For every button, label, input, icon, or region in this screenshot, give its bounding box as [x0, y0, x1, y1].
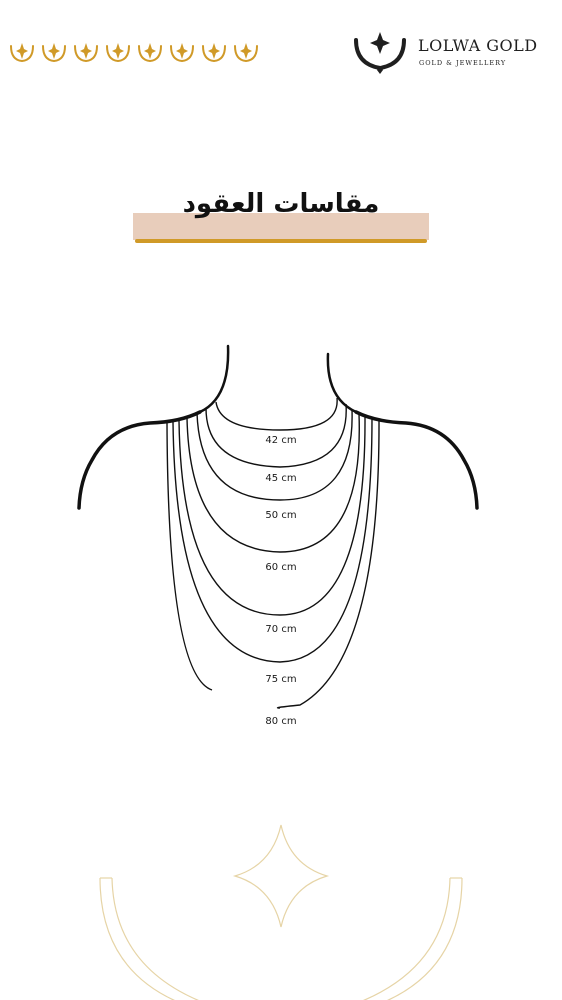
page-title: مقاسات العقود	[182, 189, 380, 219]
ornament-icon	[43, 43, 65, 61]
shoulder-left	[79, 412, 200, 508]
ornament-icon	[139, 43, 161, 61]
size-label: 50 cm	[265, 510, 297, 521]
neck-left	[200, 346, 228, 412]
size-label: 45 cm	[265, 473, 297, 484]
logo-mark-icon	[352, 30, 408, 76]
ornament-row	[8, 40, 268, 66]
chain-42	[216, 398, 337, 430]
ornament-icon	[171, 43, 193, 61]
brand-logo	[352, 30, 542, 80]
ornament-icon	[11, 43, 257, 61]
necklace-diagram	[0, 330, 562, 740]
size-labels	[265, 435, 296, 727]
crescent-inner	[112, 878, 450, 1000]
crescent-outer	[100, 878, 462, 1000]
ornament-icon	[75, 43, 97, 61]
chain-50	[197, 410, 352, 500]
neck-right	[328, 354, 356, 412]
ornament-icon	[235, 43, 257, 61]
brand-tagline: GOLD & JEWELLERY	[419, 59, 507, 67]
title-underline	[135, 239, 427, 243]
shoulder-right	[356, 412, 477, 508]
brand-name: LOLWA GOLD	[418, 36, 538, 55]
size-label: 80 cm	[265, 716, 297, 727]
size-label: 75 cm	[265, 674, 297, 685]
diamond-icon	[235, 825, 327, 927]
size-label: 60 cm	[265, 562, 297, 573]
ornament-icon	[203, 43, 225, 61]
bottom-decoration	[0, 810, 562, 1000]
size-label: 42 cm	[265, 435, 297, 446]
ornament-icon	[107, 43, 129, 61]
ornament-icon	[11, 43, 33, 61]
size-label: 70 cm	[265, 624, 297, 635]
